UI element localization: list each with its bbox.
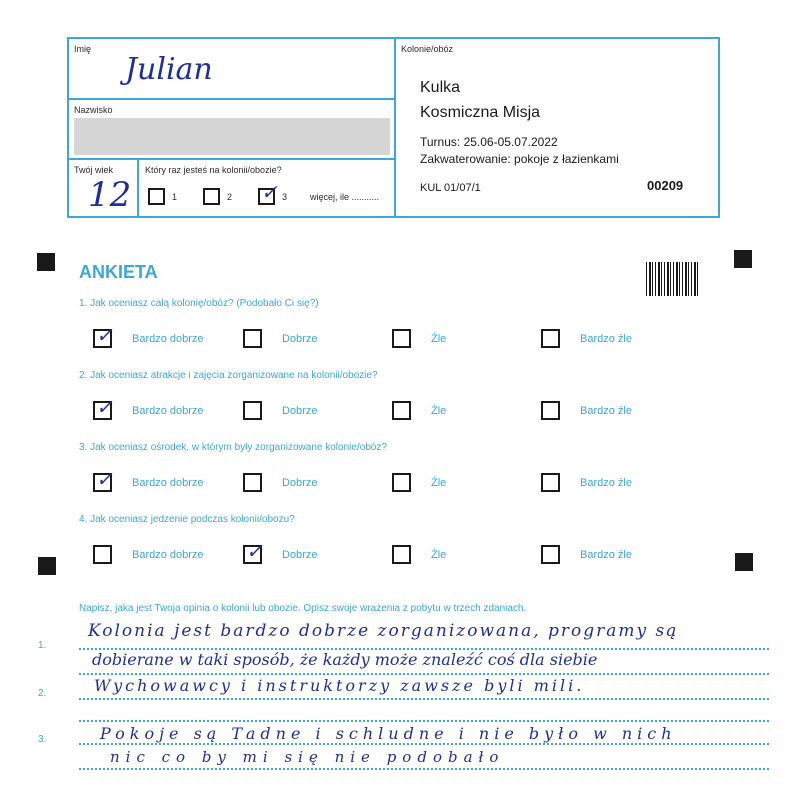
q2-option-bardzo-dobrze-checkbox[interactable]	[93, 395, 113, 420]
q2-option-dobrze-checkbox[interactable]	[243, 401, 262, 420]
answer-line	[79, 720, 769, 722]
handwritten-line: dobierane w taki sposób, że każdy może znaleźć coś dla siebie	[92, 650, 598, 669]
question-3: 3. Jak oceniasz ośrodek, w którym były zorganizowane kolonie/obóz?	[79, 442, 387, 453]
camp-name-2: Kosmiczna Misja	[420, 104, 541, 121]
kolonia-label: Kolonie/obóz	[401, 44, 454, 54]
visit-option-more: więcej, ile ...........	[310, 192, 380, 202]
option-label: Źle	[431, 333, 447, 345]
camp-code: KUL 01/07/1	[420, 182, 481, 194]
q1-option-zle-checkbox[interactable]	[392, 329, 411, 348]
redacted-surname	[74, 118, 390, 155]
answer-line	[79, 743, 769, 745]
visit-option-3: 3	[282, 192, 288, 202]
camp-name-1: Kulka	[420, 79, 461, 96]
question-1: 1. Jak oceniasz całą kolonię/obóz? (Podobało Ci się?)	[79, 298, 319, 309]
field-divider-h2	[67, 158, 395, 160]
check-mark-icon: ✓	[96, 323, 113, 347]
imie-value: Julian	[125, 52, 213, 87]
option-label: Bardzo dobrze	[132, 477, 204, 489]
option-label: Bardzo źle	[580, 333, 632, 345]
option-label: Dobrze	[282, 477, 318, 489]
nazwisko-label: Nazwisko	[74, 105, 113, 115]
question-2: 2. Jak oceniasz atrakcje i zajęcia zorganizowane na kolonii/obozie?	[79, 370, 378, 381]
field-divider-vertical	[394, 37, 396, 218]
line-number-3: 3.	[38, 734, 47, 745]
wiek-label: Twój wiek	[74, 165, 114, 175]
option-label: Bardzo źle	[580, 549, 632, 561]
field-divider-h1	[67, 98, 395, 100]
handwritten-line: Kolonia jest bardzo dobrze zorganizowana, programy są	[88, 621, 679, 641]
q2-option-zle-checkbox[interactable]	[392, 401, 411, 420]
visit-checkbox-2[interactable]	[203, 188, 220, 205]
handwritten-line: Wychowawcy i instruktorzy zawsze byli mili.	[94, 676, 585, 695]
option-label: Źle	[431, 477, 447, 489]
q4-option-bardzo-zle-checkbox[interactable]	[541, 545, 560, 564]
question-4: 4. Jak oceniasz jedzenie podczas kolonii/obozu?	[79, 514, 295, 525]
option-label: Bardzo dobrze	[132, 549, 204, 561]
q3-option-bardzo-dobrze-checkbox[interactable]	[93, 467, 113, 492]
field-divider-age	[137, 158, 139, 218]
option-label: Dobrze	[282, 333, 318, 345]
survey-title: ANKIETA	[79, 262, 158, 282]
q2-option-bardzo-zle-checkbox[interactable]	[541, 401, 560, 420]
registration-marker	[37, 253, 55, 271]
opinion-prompt: Napisz, jaka jest Twoja opinia o kolonii lub obozie. Opisz swoje wrażenia z pobytu w trzech zdaniach.	[79, 603, 527, 614]
option-label: Źle	[431, 549, 447, 561]
answer-line	[79, 698, 769, 700]
form-number: 00209	[647, 178, 684, 193]
barcode	[646, 262, 700, 296]
q1-option-bardzo-zle-checkbox[interactable]	[541, 329, 560, 348]
check-mark-icon: ✓	[96, 467, 113, 491]
option-label: Dobrze	[282, 549, 318, 561]
turnus: Turnus: 25.06-05.07.2022	[420, 135, 558, 149]
q1-option-bardzo-dobrze-checkbox[interactable]	[93, 323, 113, 348]
line-number-2: 2.	[38, 688, 47, 699]
q4-option-zle-checkbox[interactable]	[392, 545, 411, 564]
q3-option-dobrze-checkbox[interactable]	[243, 473, 262, 492]
option-label: Bardzo źle	[580, 405, 632, 417]
wiek-value: 12	[88, 175, 132, 215]
check-mark-icon: ✓	[96, 395, 113, 419]
answer-line	[79, 768, 769, 770]
option-label: Źle	[431, 405, 447, 417]
q4-option-dobrze-checkbox[interactable]	[243, 539, 263, 564]
visit-checkbox-3[interactable]	[258, 180, 278, 205]
zakwaterowanie: Zakwaterowanie: pokoje z łazienkami	[420, 152, 619, 166]
visit-checkbox-1[interactable]	[148, 188, 165, 205]
q3-option-zle-checkbox[interactable]	[392, 473, 411, 492]
option-label: Dobrze	[282, 405, 318, 417]
visit-option-1: 1	[172, 192, 178, 202]
line-number-1: 1.	[38, 640, 47, 651]
registration-marker	[38, 557, 56, 575]
registration-marker	[734, 250, 752, 268]
option-label: Bardzo dobrze	[132, 333, 204, 345]
q3-option-bardzo-zle-checkbox[interactable]	[541, 473, 560, 492]
q1-option-dobrze-checkbox[interactable]	[243, 329, 262, 348]
imie-label: Imię	[74, 44, 92, 54]
registration-marker	[735, 553, 753, 571]
ile-razy-label: Który raz jesteś na kolonii/obozie?	[145, 165, 282, 175]
visit-option-2: 2	[227, 192, 233, 202]
handwritten-line: nic co by mi się nie podobało	[110, 748, 505, 766]
check-mark-icon: ✓	[261, 180, 278, 204]
option-label: Bardzo źle	[580, 477, 632, 489]
q4-option-bardzo-dobrze-checkbox[interactable]	[93, 545, 112, 564]
handwritten-line: Pokoje są Tadne i schludne i nie było w nich	[100, 724, 677, 743]
answer-line	[79, 673, 769, 675]
option-label: Bardzo dobrze	[132, 405, 204, 417]
check-mark-icon: ✓	[246, 539, 263, 563]
